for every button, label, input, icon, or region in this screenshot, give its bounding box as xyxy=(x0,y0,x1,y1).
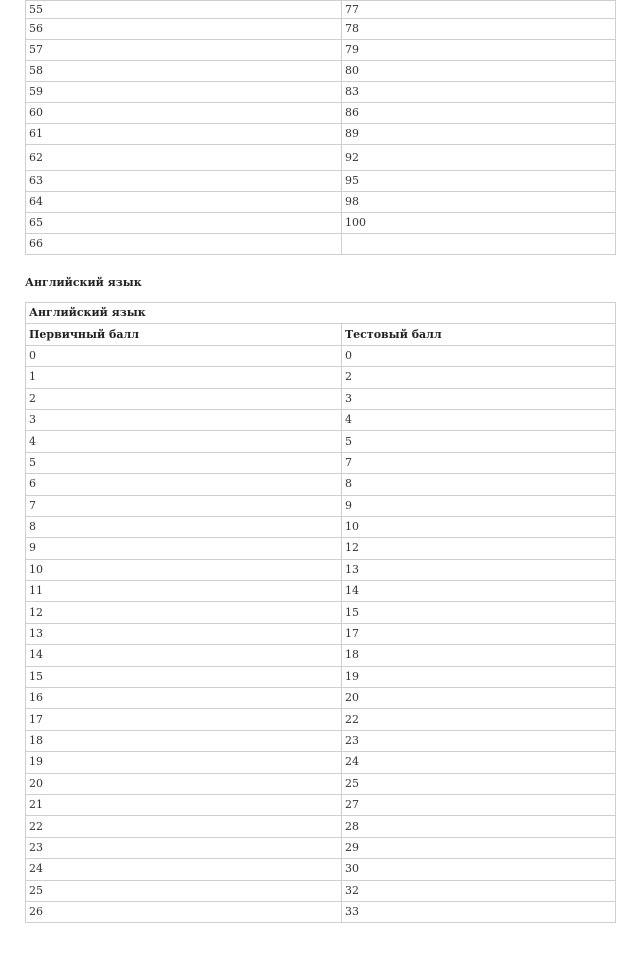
table-row xyxy=(26,124,616,145)
primary-score-cell: 3 xyxy=(26,409,342,430)
table-row xyxy=(26,752,616,773)
table-row xyxy=(26,623,616,644)
table-row xyxy=(26,367,616,388)
primary-score-cell: 23 xyxy=(26,837,342,858)
primary-score-cell: 16 xyxy=(26,688,342,709)
test-score-cell: 95 xyxy=(342,171,616,192)
score-table-body xyxy=(26,1,616,255)
primary-score-cell: 62 xyxy=(26,145,342,171)
test-score-cell: 2 xyxy=(342,367,616,388)
table-row xyxy=(26,234,616,255)
english-score-table xyxy=(25,302,616,923)
table-row xyxy=(26,192,616,213)
table-row xyxy=(26,666,616,687)
primary-score-cell: 12 xyxy=(26,602,342,623)
primary-score-cell: 8 xyxy=(26,516,342,537)
primary-score-cell: 13 xyxy=(26,623,342,644)
table-row xyxy=(26,40,616,61)
test-score-cell: 3 xyxy=(342,388,616,409)
primary-score-cell: 59 xyxy=(26,82,342,103)
test-score-cell: 83 xyxy=(342,82,616,103)
test-score-cell: 98 xyxy=(342,192,616,213)
header-test-score: Тестовый балл xyxy=(342,324,616,345)
test-score-cell: 5 xyxy=(342,431,616,452)
table-row xyxy=(26,452,616,473)
table-row xyxy=(26,213,616,234)
primary-score-cell: 2 xyxy=(26,388,342,409)
primary-score-cell: 56 xyxy=(26,19,342,40)
table-row xyxy=(26,709,616,730)
primary-score-cell: 24 xyxy=(26,859,342,880)
table-row xyxy=(26,581,616,602)
table-row xyxy=(26,409,616,430)
table-row xyxy=(26,1,616,19)
english-score-table-body xyxy=(26,303,616,923)
table-row xyxy=(26,901,616,922)
test-score-cell: 80 xyxy=(342,61,616,82)
table-row xyxy=(26,103,616,124)
test-score-cell: 79 xyxy=(342,40,616,61)
test-score-cell: 30 xyxy=(342,859,616,880)
primary-score-cell: 15 xyxy=(26,666,342,687)
primary-score-cell: 58 xyxy=(26,61,342,82)
primary-score-cell: 25 xyxy=(26,880,342,901)
test-score-cell: 14 xyxy=(342,581,616,602)
section-heading-english: Английский язык xyxy=(25,276,142,289)
test-score-cell: 28 xyxy=(342,816,616,837)
document-page xyxy=(25,0,615,923)
test-score-cell: 100 xyxy=(342,213,616,234)
test-score-cell: 12 xyxy=(342,538,616,559)
test-score-cell xyxy=(342,234,616,255)
table-row xyxy=(26,19,616,40)
test-score-cell: 25 xyxy=(342,773,616,794)
table-row xyxy=(26,837,616,858)
table-caption-row xyxy=(26,303,616,324)
table-caption: Английский язык xyxy=(26,303,616,324)
primary-score-cell: 1 xyxy=(26,367,342,388)
table-row xyxy=(26,388,616,409)
primary-score-cell: 5 xyxy=(26,452,342,473)
test-score-cell: 17 xyxy=(342,623,616,644)
test-score-cell: 89 xyxy=(342,124,616,145)
table-row xyxy=(26,773,616,794)
test-score-cell: 4 xyxy=(342,409,616,430)
table-row xyxy=(26,516,616,537)
test-score-cell: 77 xyxy=(342,1,616,19)
table-row xyxy=(26,495,616,516)
primary-score-cell: 11 xyxy=(26,581,342,602)
primary-score-cell: 57 xyxy=(26,40,342,61)
test-score-cell: 13 xyxy=(342,559,616,580)
test-score-cell: 0 xyxy=(342,345,616,366)
primary-score-cell: 22 xyxy=(26,816,342,837)
primary-score-cell: 65 xyxy=(26,213,342,234)
primary-score-cell: 20 xyxy=(26,773,342,794)
primary-score-cell: 63 xyxy=(26,171,342,192)
test-score-cell: 23 xyxy=(342,730,616,751)
test-score-cell: 24 xyxy=(342,752,616,773)
table-row xyxy=(26,602,616,623)
test-score-cell: 78 xyxy=(342,19,616,40)
primary-score-cell: 60 xyxy=(26,103,342,124)
test-score-cell: 7 xyxy=(342,452,616,473)
test-score-cell: 18 xyxy=(342,645,616,666)
table-row xyxy=(26,645,616,666)
table-header-row xyxy=(26,324,616,345)
table-row xyxy=(26,474,616,495)
primary-score-cell: 6 xyxy=(26,474,342,495)
test-score-cell: 32 xyxy=(342,880,616,901)
primary-score-cell: 19 xyxy=(26,752,342,773)
primary-score-cell: 64 xyxy=(26,192,342,213)
table-row xyxy=(26,431,616,452)
table-row xyxy=(26,859,616,880)
primary-score-cell: 17 xyxy=(26,709,342,730)
score-table-continued xyxy=(25,0,616,255)
test-score-cell: 33 xyxy=(342,901,616,922)
test-score-cell: 8 xyxy=(342,474,616,495)
test-score-cell: 92 xyxy=(342,145,616,171)
test-score-cell: 29 xyxy=(342,837,616,858)
table-row xyxy=(26,816,616,837)
primary-score-cell: 26 xyxy=(26,901,342,922)
table-row xyxy=(26,794,616,815)
header-primary-score: Первичный балл xyxy=(26,324,342,345)
table-row xyxy=(26,82,616,103)
table-row xyxy=(26,538,616,559)
table-row xyxy=(26,730,616,751)
test-score-cell: 22 xyxy=(342,709,616,730)
test-score-cell: 10 xyxy=(342,516,616,537)
test-score-cell: 20 xyxy=(342,688,616,709)
table-row xyxy=(26,171,616,192)
primary-score-cell: 66 xyxy=(26,234,342,255)
primary-score-cell: 4 xyxy=(26,431,342,452)
table-row xyxy=(26,61,616,82)
primary-score-cell: 21 xyxy=(26,794,342,815)
test-score-cell: 15 xyxy=(342,602,616,623)
primary-score-cell: 61 xyxy=(26,124,342,145)
table-row xyxy=(26,880,616,901)
primary-score-cell: 18 xyxy=(26,730,342,751)
primary-score-cell: 7 xyxy=(26,495,342,516)
table-row xyxy=(26,559,616,580)
test-score-cell: 9 xyxy=(342,495,616,516)
primary-score-cell: 14 xyxy=(26,645,342,666)
primary-score-cell: 10 xyxy=(26,559,342,580)
primary-score-cell: 9 xyxy=(26,538,342,559)
test-score-cell: 27 xyxy=(342,794,616,815)
table-row xyxy=(26,345,616,366)
test-score-cell: 86 xyxy=(342,103,616,124)
primary-score-cell: 55 xyxy=(26,1,342,19)
table-row xyxy=(26,688,616,709)
table-row xyxy=(26,145,616,171)
primary-score-cell: 0 xyxy=(26,345,342,366)
test-score-cell: 19 xyxy=(342,666,616,687)
